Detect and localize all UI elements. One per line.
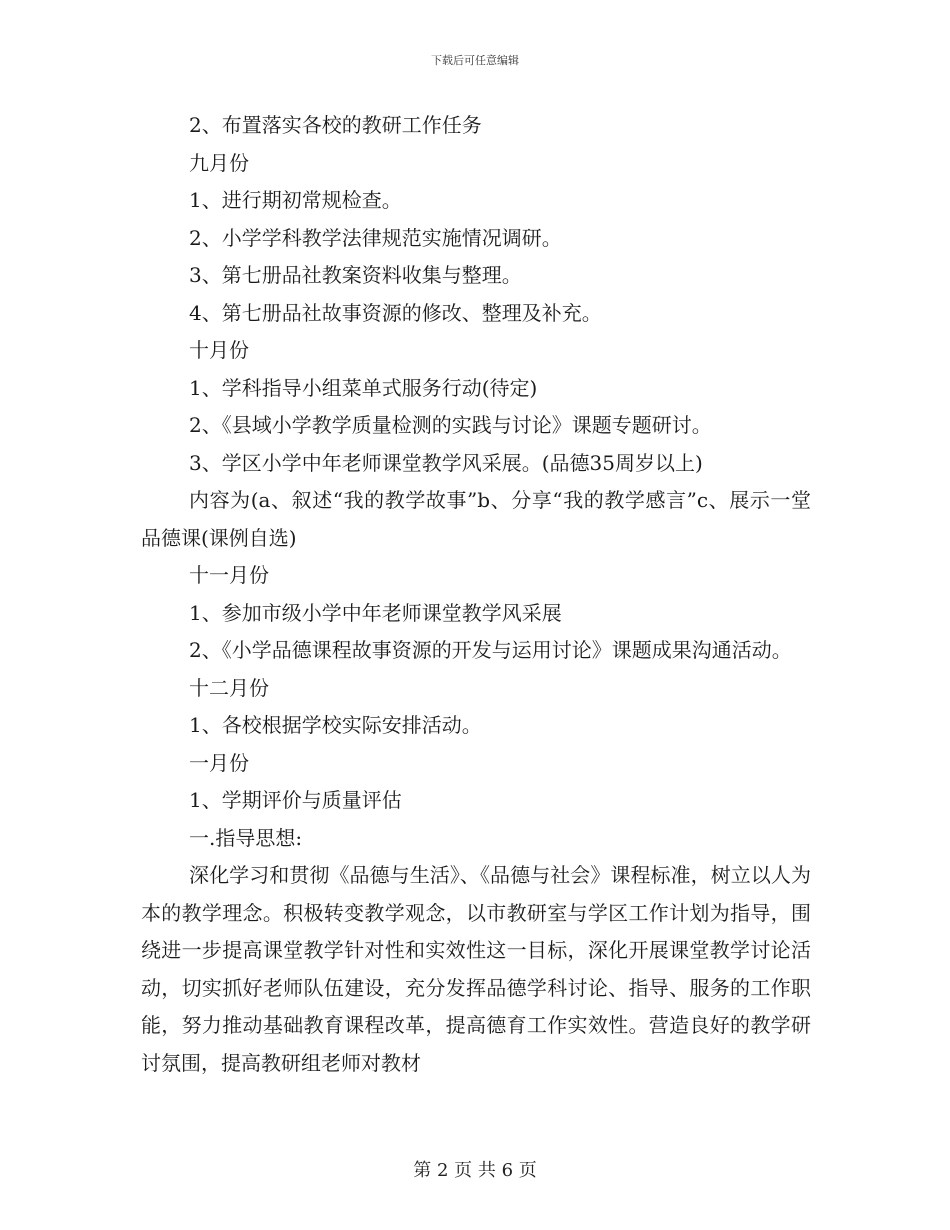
month-heading-december: 十二月份 [189, 675, 269, 700]
page-number-footer: 第 2 页 共 6 页 [413, 1160, 537, 1181]
list-item: 1、学科指导小组菜单式服务行动(待定) [189, 375, 538, 400]
list-item: 2、小学学科教学法律规范实施情况调研。 [189, 225, 562, 250]
task-line: 2、布置落实各校的教研工作任务 [189, 113, 482, 137]
list-item: 3、学区小学中年老师课堂教学风采展。(品德35周岁以上) [189, 450, 703, 475]
list-item: 4、第七册品社故事资源的修改、整理及补充。 [189, 300, 602, 325]
page-header-note: 下载后可任意编辑 [431, 54, 519, 67]
month-heading-october: 十月份 [189, 338, 249, 362]
list-item: 1、学期评价与质量评估 [189, 788, 402, 812]
list-item: 1、各校根据学校实际安排活动。 [189, 713, 482, 737]
activity-paragraph: 2、《小学品德课程故事资源的开发与运用讨论》课题成果沟通活动。 [189, 638, 792, 662]
month-heading-september: 九月份 [189, 150, 249, 175]
content-paragraph: 内容为(a、叙述“我的教学故事”b、分享“我的教学感言”c、展示一堂品德课(课例自选) [141, 488, 811, 550]
month-heading-january: 一月份 [189, 750, 249, 775]
month-heading-november: 十一月份 [189, 563, 269, 587]
section-heading-guiding-thought: 一.指导思想: [189, 825, 303, 850]
list-item: 2、《县域小学教学质量检测的实践与讨论》课题专题研讨。 [189, 413, 712, 437]
list-item: 1、进行期初常规检查。 [189, 188, 402, 212]
list-item: 1、参加市级小学中年老师课堂教学风采展 [189, 600, 562, 625]
list-item: 3、第七册品社教案资料收集与整理。 [189, 263, 522, 287]
guiding-thought-paragraph: 深化学习和贯彻《品德与生活》、《品德与社会》课程标准，树立以人为本的教学理念。积极转变教学观念，以市教研室与学区工作计划为指导，围绕进一步提高课堂教学针对性和实效性这一目标，深化开展课堂教学讨论活动，切实抓好老师队伍建设，充分发挥品德学科讨论、指导、服务的工作职能，努力推动基础教育课程改革，提高德育工作实效性。营造良好的教学研讨氛围，提高教研组老师对教材 [141, 863, 811, 1075]
document-body [141, 107, 811, 1082]
